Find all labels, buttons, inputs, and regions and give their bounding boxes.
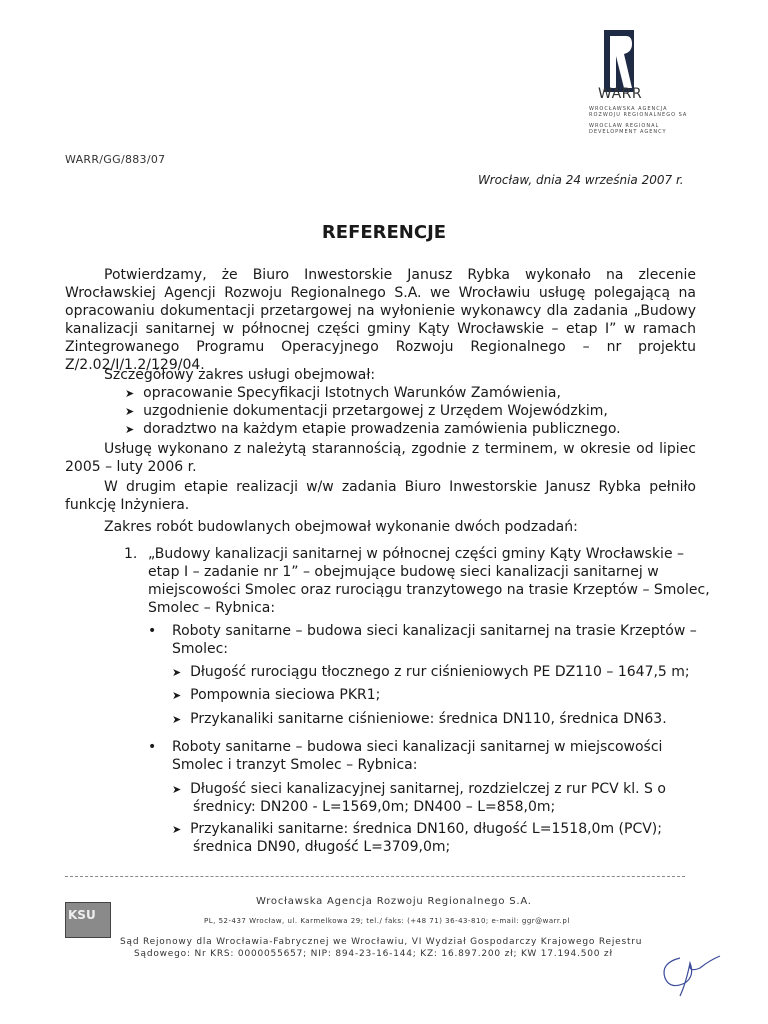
sub-item: ➤ Pompownia sieciowa PKR1; xyxy=(172,687,381,703)
scope-item: ➤ opracowanie Specyfikacji Istotnych Warunków Zamówienia, xyxy=(125,385,561,401)
scope-item: ➤ uzgodnienie dokumentacji przetargowej z Urzędem Wojewódzkim, xyxy=(125,403,608,419)
footer-court-2: Sądowego: Nr KRS: 0000055657; NIP: 894-23-16-144; KZ: 16.897.200 zł; KW 17.194.500 zł xyxy=(134,949,613,959)
scope-item: ➤ doradztwo na każdym etapie prowadzenia zamówienia publicznego. xyxy=(125,421,621,437)
bullet-line: Roboty sanitarne – budowa sieci kanalizacji sanitarnej w miejscowości xyxy=(172,739,663,755)
footer-address: PL, 52-437 Wrocław, ul. Karmelkowa 29; tel./ faks: (+48 71) 36-43-810; e-mail: ggr@warr.pl xyxy=(204,917,570,925)
arrow-bullet-icon: ➤ xyxy=(125,423,135,436)
ksu-logo-text: KSU xyxy=(68,908,96,922)
bullet-line: Roboty sanitarne – budowa sieci kanalizacji sanitarnej na trasie Krzeptów – xyxy=(172,623,697,639)
sub-item-continuation: średnica DN90, długość L=3709,0m; xyxy=(193,839,451,855)
scope-heading: Szczegółowy zakres usługi obejmował: xyxy=(104,367,376,383)
sub-item-continuation: średnicy: DN200 - L=1569,0m; DN400 – L=858,0m; xyxy=(193,799,556,815)
task-number: 1. xyxy=(124,546,138,562)
bullet-icon: • xyxy=(148,739,157,755)
sub-item: ➤ Przykanaliki sanitarne: średnica DN160, długość L=1518,0m (PCV); xyxy=(172,821,662,837)
footer-divider xyxy=(65,876,685,877)
logo-name: WARR xyxy=(598,86,643,102)
second-stage-paragraph: W drugim etapie realizacji w/w zadania Biuro Inwestorskie Janusz Rybka pełniło funkcję Inżyniera. xyxy=(65,479,696,513)
task-line: miejscowości Smolec oraz rurociągu tranzytowego na trasie Krzeptów – Smolec, xyxy=(148,582,710,598)
arrow-bullet-icon: ➤ xyxy=(172,783,182,796)
logo-subtitle-pl: WROCŁAWSKA AGENCJA ROZWOJU REGIONALNEGO SA xyxy=(589,106,688,118)
works-heading: Zakres robót budowlanych obejmował wykonanie dwóch podzadań: xyxy=(104,519,578,535)
bullet-line: Smolec i tranzyt Smolec – Rybnica: xyxy=(172,757,418,773)
arrow-bullet-icon: ➤ xyxy=(172,713,182,726)
footer-org: Wrocławska Agencja Rozwoju Regionalnego S.A. xyxy=(256,896,532,907)
signature-icon xyxy=(650,938,730,998)
task-line: etap I – zadanie nr 1” – obejmujące budowę sieci kanalizacji sanitarnej w xyxy=(148,564,659,580)
letter-date: Wrocław, dnia 24 września 2007 r. xyxy=(478,173,684,187)
bullet-line: Smolec: xyxy=(172,641,229,657)
task-line: „Budowy kanalizacji sanitarnej w północnej części gminy Kąty Wrocławskie – xyxy=(148,546,685,562)
reference-number: WARR/GG/883/07 xyxy=(65,153,166,166)
arrow-bullet-icon: ➤ xyxy=(125,405,135,418)
logo-subtitle-en: WROCLAW REGIONAL DEVELOPMENT AGENCY xyxy=(589,123,667,135)
warr-logo-mark xyxy=(604,30,634,92)
document-title: REFERENCJE xyxy=(321,222,447,243)
arrow-bullet-icon: ➤ xyxy=(172,689,182,702)
arrow-bullet-icon: ➤ xyxy=(125,387,135,400)
footer-court-1: Sąd Rejonowy dla Wrocławia-Fabrycznej we Wrocławiu, VI Wydział Gospodarczy Krajowego Rejestru xyxy=(120,937,643,947)
bullet-icon: • xyxy=(148,623,157,639)
arrow-bullet-icon: ➤ xyxy=(172,823,182,836)
arrow-bullet-icon: ➤ xyxy=(172,666,182,679)
sub-item: ➤ Długość sieci kanalizacyjnej sanitarnej, rozdzielczej z rur PCV kl. S o xyxy=(172,781,666,797)
task-line: Smolec – Rybnica: xyxy=(148,600,276,616)
sub-item: ➤ Długość rurociągu tłocznego z rur ciśnieniowych PE DZ110 – 1647,5 m; xyxy=(172,664,690,680)
sub-item: ➤ Przykanaliki sanitarne ciśnieniowe: średnica DN110, średnica DN63. xyxy=(172,711,667,727)
service-paragraph: Usługę wykonano z należytą starannością, zgodnie z terminem, w okresie od lipiec 2005 – luty 2006 r. xyxy=(65,441,696,475)
intro-paragraph: Potwierdzamy, że Biuro Inwestorskie Janusz Rybka wykonało na zlecenie Wrocławskiej Agencji Rozwoju Regionalnego S.A. we Wrocławiu usługę polegającą na opracowaniu dokumentacji przetargowej na wyłonienie wykonawcy dla zadania „Budowy kanalizacji sanitarnej w północnej części gminy Kąty Wrocławskie – etap I” w ramach Zintegrowanego Programu Operacyjnego Rozwoju Regionalnego – nr projektu Z/2.02/I/1.2/129/04. xyxy=(65,267,696,373)
